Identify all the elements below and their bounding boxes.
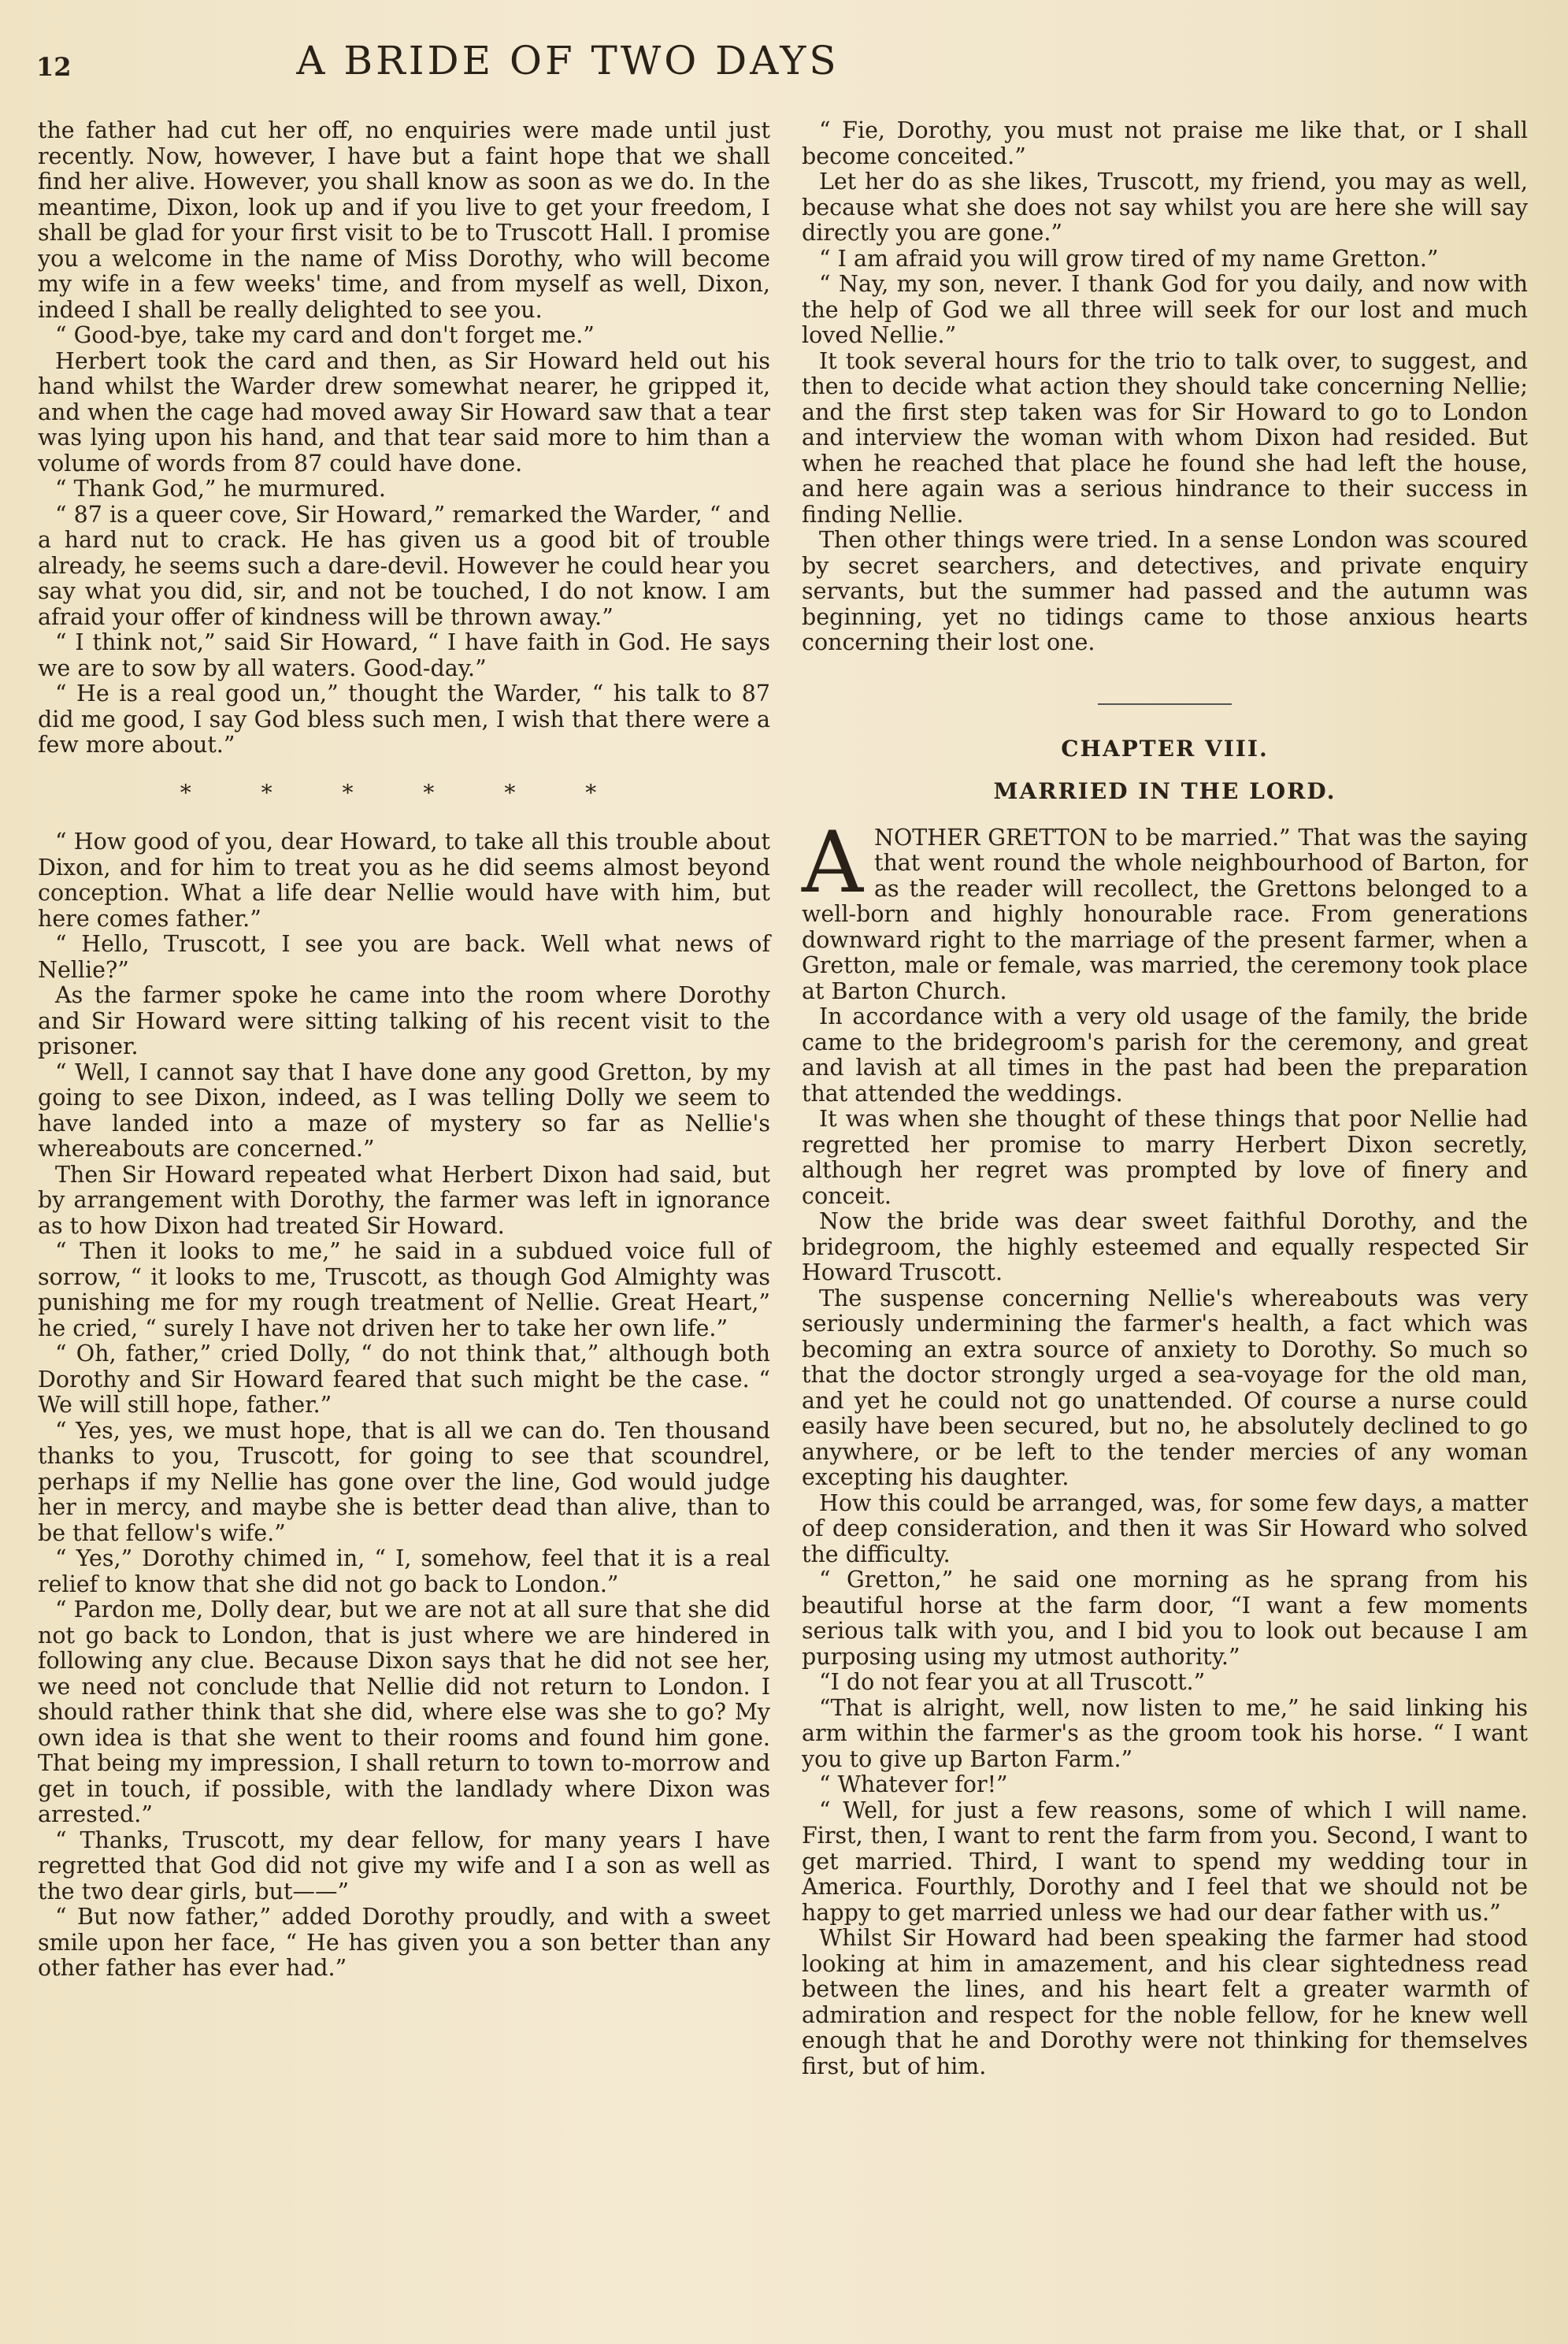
- chapter-opening: [802, 813, 1528, 1005]
- paragraph: “ How good of you, dear Howard, to take all this trouble about Dixon, and for him to treat you as he did seems almost beyond conception. What a life dear Nellie would have with him, but here comes father.”: [38, 829, 770, 932]
- running-title: A BRIDE OF TWO DAYS: [296, 38, 840, 83]
- paragraph: “ Well, for just a few reasons, some of which I will name. First, then, I want to rent the farm from you. Second, I want to get married. Third, I want to spend my wedding tour in America. Fourthly, Dorothy and I feel that we should not be happy to get married unless we had our dear father with us.”: [802, 1797, 1528, 1926]
- paragraph: “ I think not,” said Sir Howard, “ I have faith in God. He says we are to sow by all waters. Good-day.”: [38, 629, 770, 681]
- chapter-subtitle: MARRIED IN THE LORD.: [993, 778, 1336, 804]
- paragraph: “ Good-bye, take my card and don't forget me.”: [55, 322, 595, 348]
- paragraph: “I do not fear you at all Truscott.”: [819, 1669, 1206, 1695]
- paragraph: “ Thank God,” he murmured.: [55, 476, 386, 502]
- paragraph: “ Whatever for!”: [819, 1771, 1008, 1797]
- paragraph: “ I am afraid you will grow tired of my name Gretton.”: [819, 245, 1439, 272]
- paragraph: NOTHER GRETTON to be married.” That was the saying that went round the whole neighbourhood of Barton, for as the reader will recollect, the Grettons belonged to a well-born and highly honourable race. From generations downward right to the marriage of the present farmer, when a Gretton, male or female, was married, the ceremony took place at Barton Church.: [802, 824, 1528, 1004]
- paragraph: Let her do as she likes, Truscott, my friend, you may as well, because what she does not say whilst you are here she will say directly you are gone.”: [802, 169, 1528, 246]
- paragraph: The suspense concerning Nellie's whereabouts was very seriously undermining the farmer's health, a fact which was becoming an extra source of anxiety to Dorothy. So much so that the doctor strongly urged a sea-voyage for the old man, and yet he could not go unattended. Of course a nurse could easily have been secured, but no, he absolutely declined to go anywhere, or be left to the tender mercies of any woman excepting his daughter.: [802, 1285, 1528, 1490]
- paragraph: “ Nay, my son, never. I thank God for you daily, and now with the help of God we all three will seek for our lost and much loved Nellie.”: [802, 271, 1528, 348]
- chapter-divider: [1098, 703, 1232, 705]
- paragraph: It took several hours for the trio to talk over, to suggest, and then to decide what action they should take concerning Nellie; and the first step taken was for Sir Howard to go to London and interview the woman with whom Dixon had resided. But when he reached that place he found she had left the house, and here again was a serious hindrance to their success in finding Nellie.: [802, 347, 1528, 528]
- paragraph: “ Well, I cannot say that I have done any good Gretton, by my going to see Dixon, indeed, as I was telling Dolly we seem to have landed into a maze of mystery so far as Nellie's whereabouts are concerned.”: [38, 1059, 770, 1162]
- paragraph: It was when she thought of these things that poor Nellie had regretted her promise to marry Herbert Dixon secretly, although her regret was prompted by love of finery and conceit.: [802, 1106, 1528, 1209]
- paragraph: As the farmer spoke he came into the room where Dorothy and Sir Howard were sitting talking of his recent visit to the prisoner.: [38, 982, 770, 1059]
- paragraph: “ Oh, father,” cried Dolly, “ do not think that,” although both Dorothy and Sir Howard feared that such might be the case. “ We will still hope, father.”: [38, 1341, 770, 1418]
- paragraph: In accordance with a very old usage of the family, the bride came to the bridegroom's parish for the ceremony, and great and lavish at all times in the past had been the preparation that attended the weddings.: [802, 1003, 1528, 1107]
- paragraph: “ Yes, yes, we must hope, that is all we can do. Ten thousand thanks to you, Truscott, for going to see that scoundrel, perhaps if my Nellie has gone over the line, God would judge her in mercy, and maybe she is better dead than alive, than to be that fellow's wife.”: [38, 1417, 770, 1546]
- paragraph: “ Yes,” Dorothy chimed in, “ I, somehow, feel that it is a real relief to know that she did not go back to London.”: [38, 1545, 770, 1597]
- paragraph: How this could be arranged, was, for some few days, a matter of deep consideration, and then it was Sir Howard who solved the difficulty.: [802, 1489, 1528, 1567]
- paragraph: Herbert took the card and then, as Sir Howard held out his hand whilst the Warder drew somewhat nearer, he gripped it, and when the cage had moved away Sir Howard saw that a tear was lying upon his hand, and that tear said more to him than a volume of words from 87 could have done.: [38, 347, 770, 477]
- paragraph: “ Gretton,” he said one morning as he sprang from his beautiful horse at the farm door, “I want a few moments serious talk with you, and I bid you to look out because I am purposing using my utmost authority.”: [802, 1567, 1528, 1670]
- page-number: 12: [36, 52, 72, 82]
- paragraph: “ But now father,” added Dorothy proudly, and with a sweet smile upon her face, “ He has given you a son better than any other father has ever had.”: [38, 1904, 770, 1981]
- paragraph: “ He is a real good un,” thought the Warder, “ his talk to 87 did me good, I say God bless such men, I wish that there were a few more about.”: [38, 681, 770, 758]
- paragraph: “ Then it looks to me,” he said in a subdued voice full of sorrow, “ it looks to me, Truscott, as though God Almighty was punishing me for my rough treatment of Nellie. Great Heart,” he cried, “ surely I have not driven her to take her own life.”: [38, 1238, 770, 1341]
- paragraph: Then other things were tried. In a sense London was scoured by secret searchers, and detectives, and private enquiry servants, but the summer had passed and the autumn was beginning, yet no tidings came to those anxious hearts concerning their lost one.: [802, 527, 1528, 655]
- right-column: [802, 118, 1528, 2079]
- paragraph: Now the bride was dear sweet faithful Dorothy, and the bridegroom, the highly esteemed and equally respected Sir Howard Truscott.: [802, 1208, 1528, 1285]
- paragraph: “ Pardon me, Dolly dear, but we are not at all sure that she did not go back to London, that is just where we are hindered in following any clue. Because Dixon says that he did not see her, we need not conclude that Nellie did not return to London. I should rather think that she did, where else was she to go? My own idea is that she went to their rooms and found him gone. That being my impression, I shall return to town to-morrow and get in touch, if possible, with the landlady where Dixon was arrested.”: [38, 1597, 770, 1827]
- left-column: [38, 118, 770, 1982]
- paragraph: Whilst Sir Howard had been speaking the farmer had stood looking at him in amazement, and his clear sightedness read between the lines, and his heart felt a greater warmth of admiration and respect for the noble fellow, for he knew well enough that he and Dorothy were not thinking for themselves first, but of him.: [802, 1925, 1528, 2079]
- paragraph: “That is alright, well, now listen to me,” he said linking his arm within the farmer's as the groom took his horse. “ I want you to give up Barton Farm.”: [802, 1694, 1528, 1772]
- paragraph: “ Hello, Truscott, I see you are back. Well what news of Nellie?”: [38, 931, 770, 983]
- chapter-title: CHAPTER VIII.: [1061, 735, 1269, 762]
- paragraph: “ Fie, Dorothy, you must not praise me like that, or I shall become conceited.”: [802, 117, 1528, 169]
- section-separator: * * * * * *: [180, 779, 628, 806]
- paragraph: the father had cut her off, no enquiries were made until just recently. Now, however, I have but a faint hope that we shall find her alive. However, you shall know as soon as we do. In the meantime, Dixon, look up and if you live to get your freedom, I shall be glad for your first visit to be to Truscott Hall. I promise you a welcome in the name of Miss Dorothy, who will become my wife in a few weeks' time, and from myself as well, Dixon, indeed I shall be really delighted to see you.: [38, 117, 770, 323]
- paragraph: “ Thanks, Truscott, my dear fellow, for many years I have regretted that God did not give my wife and I a son as well as the two dear girls, but——”: [38, 1827, 770, 1904]
- drop-cap: A: [802, 813, 863, 912]
- paragraph: Then Sir Howard repeated what Herbert Dixon had said, but by arrangement with Dorothy, the farmer was left in ignorance as to how Dixon had treated Sir Howard.: [38, 1161, 770, 1239]
- page-header: [36, 38, 1099, 93]
- paragraph: “ 87 is a queer cove, Sir Howard,” remarked the Warder, “ and a hard nut to crack. He has given us a good bit of trouble already, he seems such a dare-devil. However he could hear you say what you did, sir, and not be touched, I do not know. I am afraid your offer of kindness will be thrown away.”: [38, 501, 770, 630]
